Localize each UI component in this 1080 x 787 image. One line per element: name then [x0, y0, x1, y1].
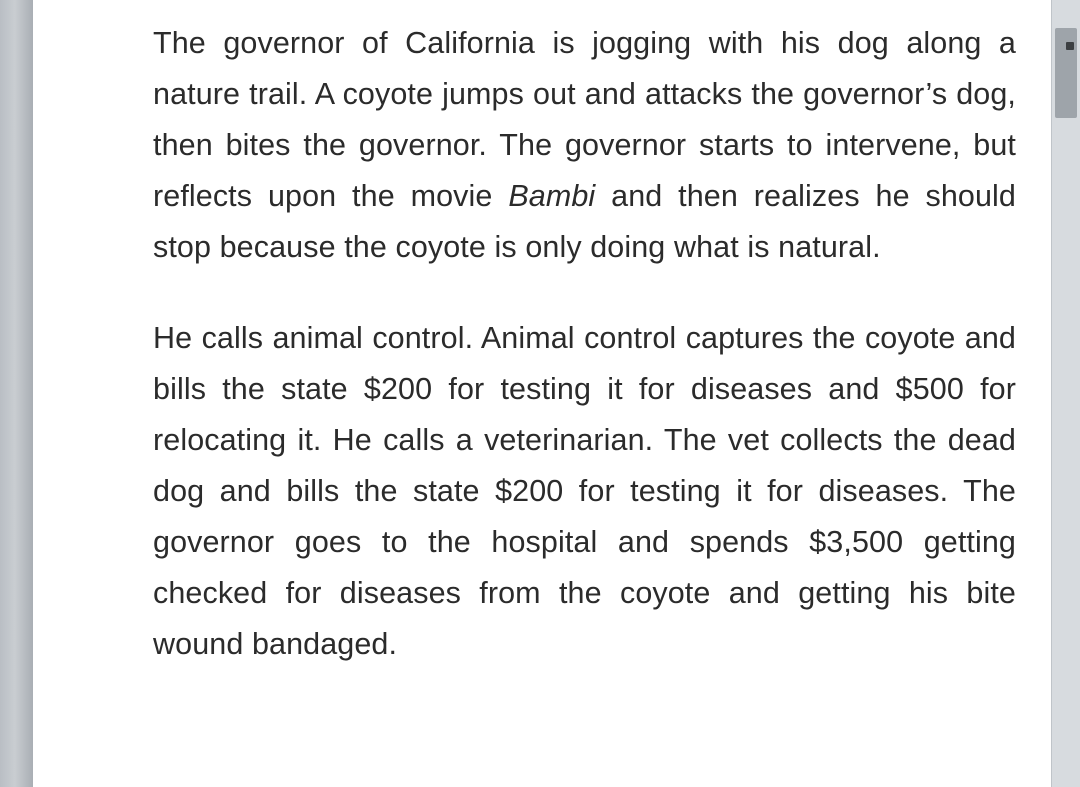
document-page [33, 0, 1052, 787]
paragraph-2 [153, 313, 1016, 670]
italic-title-text: Bambi [508, 179, 596, 213]
scroll-position-marker-icon [1066, 42, 1074, 50]
body-text-run: He calls animal control. Animal control captures the coyote and bills the state $200 for testing it for diseases and $500 for relocating it. He calls a veterinarian. The vet collects the dead dog and bills the state $200 for testing it for diseases. The governor goes to the hospital and spends $3,500 getting checked for diseases from the coyote and getting his bite wound bandaged. [153, 321, 1016, 661]
body-text-run: The governor of California is jogging with his dog along a nature trail. A coyote jumps out and attacks the governor’s dog, then bites the governor. The governor starts to intervene, but reflects upon the movie [153, 26, 1016, 213]
body-text-run: and then realizes he should stop because the coyote is only doing what is natural. [153, 179, 1016, 264]
scrollbar-track[interactable] [1052, 0, 1080, 787]
paragraph-1 [153, 18, 1016, 273]
right-rail [1051, 0, 1080, 787]
document-body [153, 0, 1016, 670]
left-page-gutter [0, 0, 33, 787]
